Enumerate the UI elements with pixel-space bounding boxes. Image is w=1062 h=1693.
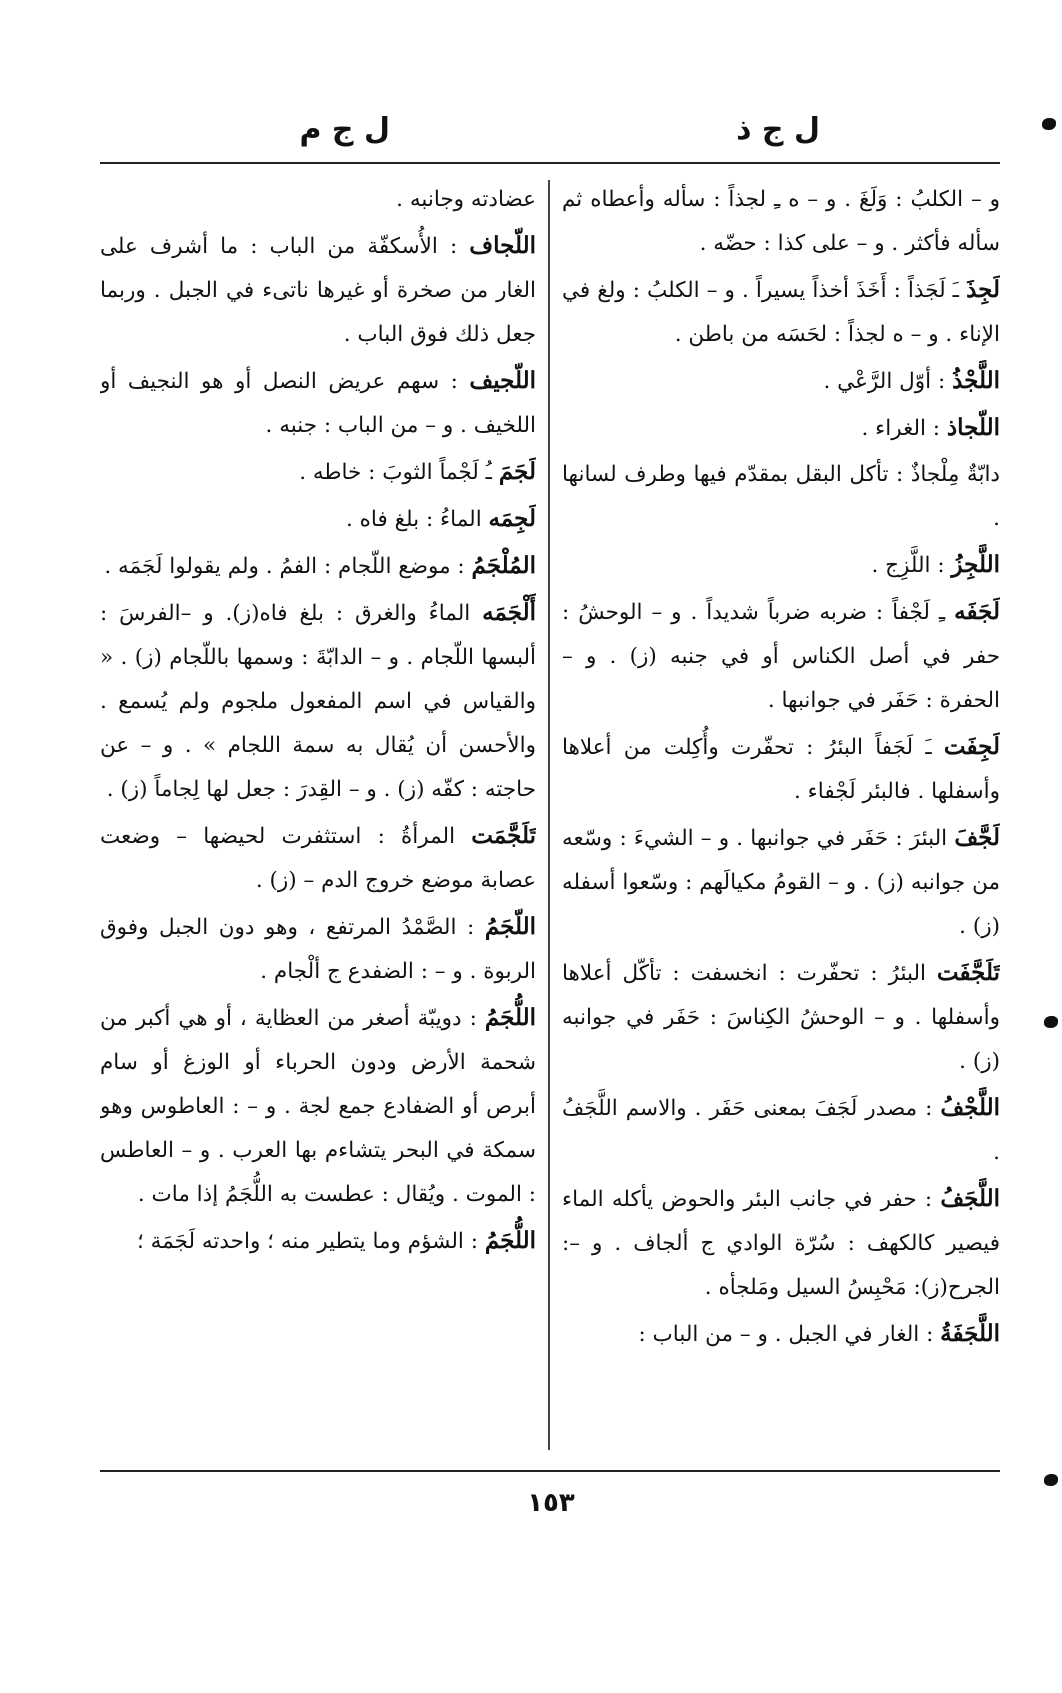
entry-definition: ـَ لَجَذاً : أَخَذَ أخذاً يسيراً . و – الكلبُ : ولغ في الإناء . و – ه لجذاً : لحَسَه من باطن . [562,278,1000,347]
entry-definition: : الصَّمْدُ المرتفع ، وهو دون الجبل وفوق الربوة . و – : الضفدع ج ألْجام . [100,915,536,984]
dictionary-entry [562,178,1000,266]
binding-mark [1042,118,1056,130]
dictionary-entry [562,543,1000,588]
entry-headword: اللَّجِزُ [951,551,1000,578]
entry-definition: البئرُ : تحفّرت : انخسفت : تأكّل أعلاها وأسفلها . و – الوحشُ الكِناسَ : حَفَر في جوانبه (ز) . [562,961,1000,1074]
entry-headword: لَجِذَ [966,276,1000,303]
dictionary-entry [562,816,1000,949]
dictionary-entry [100,996,536,1217]
entry-definition: : مصدر لَجَفَ بمعنى حَفَر . والاسم اللَّجَفُ . [562,1096,1000,1165]
page-header [100,112,1000,152]
binding-mark [1044,1474,1058,1486]
footer-rule [100,1470,1000,1472]
entry-headword: اللَّجْذُ [952,367,1000,394]
entry-headword: اللُّجَمُ [484,1227,536,1254]
entry-definition: : الأُسكفّة من الباب : ما أشرف على الغار من صخرة أو غيرها ناتىء في الجبل . وربما جعل ذلك فوق الباب . [100,234,536,347]
dictionary-entry [562,590,1000,723]
entry-definition: البئرَ : حَفَر في جوانبها . و – الشيءَ : وسّعه من جوانبه (ز) . و – القومُ مكيالَهم : وسّعوا أسفله (ز) . [562,826,1000,939]
dictionary-entry [100,905,536,994]
entry-definition: دابّةٌ مِلْجاذٌ : تأكل البقل بمقدّم فيها وطرف لسانها . [562,462,1000,531]
entry-headword: تَلَجَّمَت [471,822,536,849]
entry-headword: أَلْجَمَه [482,599,536,626]
page-number: ١٥٣ [527,1488,575,1518]
dictionary-entry [562,1177,1000,1310]
entry-definition: الماءُ : بلغ فاه . [346,507,482,532]
entry-definition: : حفر في جانب البئر والحوض يأكله الماء فيصير كالكهف : سُرّة الوادي ج ألجاف . و –: الجرح(ز): مَحْبِسُ السيل ومَلجأه . [562,1187,1000,1300]
entry-definition: : سهم عريض النصل أو هو النجيف أو اللخيف . و – من الباب : جنبه . [100,369,536,438]
entry-definition: : الغراء . [861,416,941,441]
dictionary-entry [562,725,1000,814]
dictionary-entry [100,178,536,222]
entry-definition: ـَ لَجَفاً البئرُ : تحفّرت وأُكِلت من أعلاها وأسفلها . فالبئر لَجْفاء . [562,735,1000,804]
dictionary-entry [562,406,1000,451]
entry-definition: : أوّل الرَّعْي . [823,369,946,394]
entry-headword: لَجَفَه [954,598,1000,625]
entry-headword: لَجِمَه [488,505,536,532]
dictionary-entry [562,951,1000,1084]
entry-headword: اللُّجَمُ [484,1004,536,1031]
entry-definition: الماءُ والغرق : بلغ فاه(ز). و –الفرسَ : ألبسها اللّجام . و – الدابّةَ : وسمها باللّجام (ز) . « والقياس في اسم المفعول ملجوم ولم يُسمع . والأحسن أن يُقال به سمة اللجام » . و – عن حاجته : كفّه (ز) . و – القِدرَ : جعل لها لِجاماً (ز) . [100,601,536,802]
entry-headword: لَجَّفَ [954,824,1000,851]
entry-definition: المرأةُ : استثفرت لحيضها – وضعت عصابة موضع خروج الدم – (ز) . [100,824,536,893]
entry-definition: : دويبّة أصغر من العظاية ، أو هي أكبر من شحمة الأرض ودون الحرباء أو الوزغ أو سام أبرص أو الضفادع جمع لجة . و – : العاطوس وهو سمكة في البحر يتشاءم بها العرب . و – العاطس : الموت . ويُقال : عطست به اللُّجَمُ إذا مات . [100,1006,536,1207]
entry-headword: اللّجاف [469,232,536,259]
entry-headword: اللّجيف [469,367,536,394]
header-rule [100,162,1000,164]
dictionary-entry [562,359,1000,404]
entry-headword: لَجَمَ [498,458,536,485]
right-column [562,178,1000,1458]
left-column [100,178,536,1458]
dictionary-entry [100,450,536,495]
entry-definition: : الغار في الجبل . و – من الباب : [638,1322,934,1347]
dictionary-entry [100,1219,536,1264]
left-root-heading: ل ج م [299,112,390,147]
entry-headword: اللّجاذ [946,414,1000,441]
entry-definition: : الشؤم وما يتطير منه ؛ واحدته لَجَمَة ؛ [137,1229,478,1254]
entry-definition: ـِ لَجْفاً : ضربه ضرباً شديداً . و – الوحشُ : حفر في أصل الكناس أو في جنبه (ز) . و – الحفرة : حَفَر في جوانبها . [562,600,1000,713]
entry-definition: : موضع اللّجام : الفمُ . ولم يقولوا لَجَمَه . [104,554,465,579]
entry-definition: عضادته وجانبه . [396,187,536,212]
dictionary-entry [562,1086,1000,1175]
entry-headword: المُلْجَمُ [471,552,536,579]
dictionary-entry [100,591,536,812]
dictionary-entry [100,544,536,589]
entry-definition: ـُ لَجْماً الثوبَ : خاطه . [299,460,492,485]
entry-headword: تَلَجَّفَت [936,959,1000,986]
entry-headword: اللَّجَفَةُ [940,1320,1000,1347]
dictionary-entry [562,453,1000,541]
column-divider [548,180,550,1450]
entry-headword: اللَّجْفُ [940,1094,1000,1121]
entry-headword: اللَّجَفُ [940,1185,1000,1212]
binding-mark [1044,1016,1058,1028]
entry-definition: : اللَّزِج . [871,553,945,578]
dictionary-entry [100,359,536,448]
right-root-heading: ل ج ذ [736,112,820,147]
dictionary-entry [100,814,536,903]
entry-headword: لَجِفَت [943,733,1000,760]
entry-headword: اللّجَمُ [484,913,536,940]
dictionary-entry [562,1312,1000,1357]
dictionary-entry [100,224,536,357]
entry-definition: و – الكلبُ : وَلَغَ . و – ه ـِ لجذاً : سأله وأعطاه ثم سأله فأكثر . و – على كذا : حضّه . [562,187,1000,256]
dictionary-entry [562,268,1000,357]
dictionary-entry [100,497,536,542]
